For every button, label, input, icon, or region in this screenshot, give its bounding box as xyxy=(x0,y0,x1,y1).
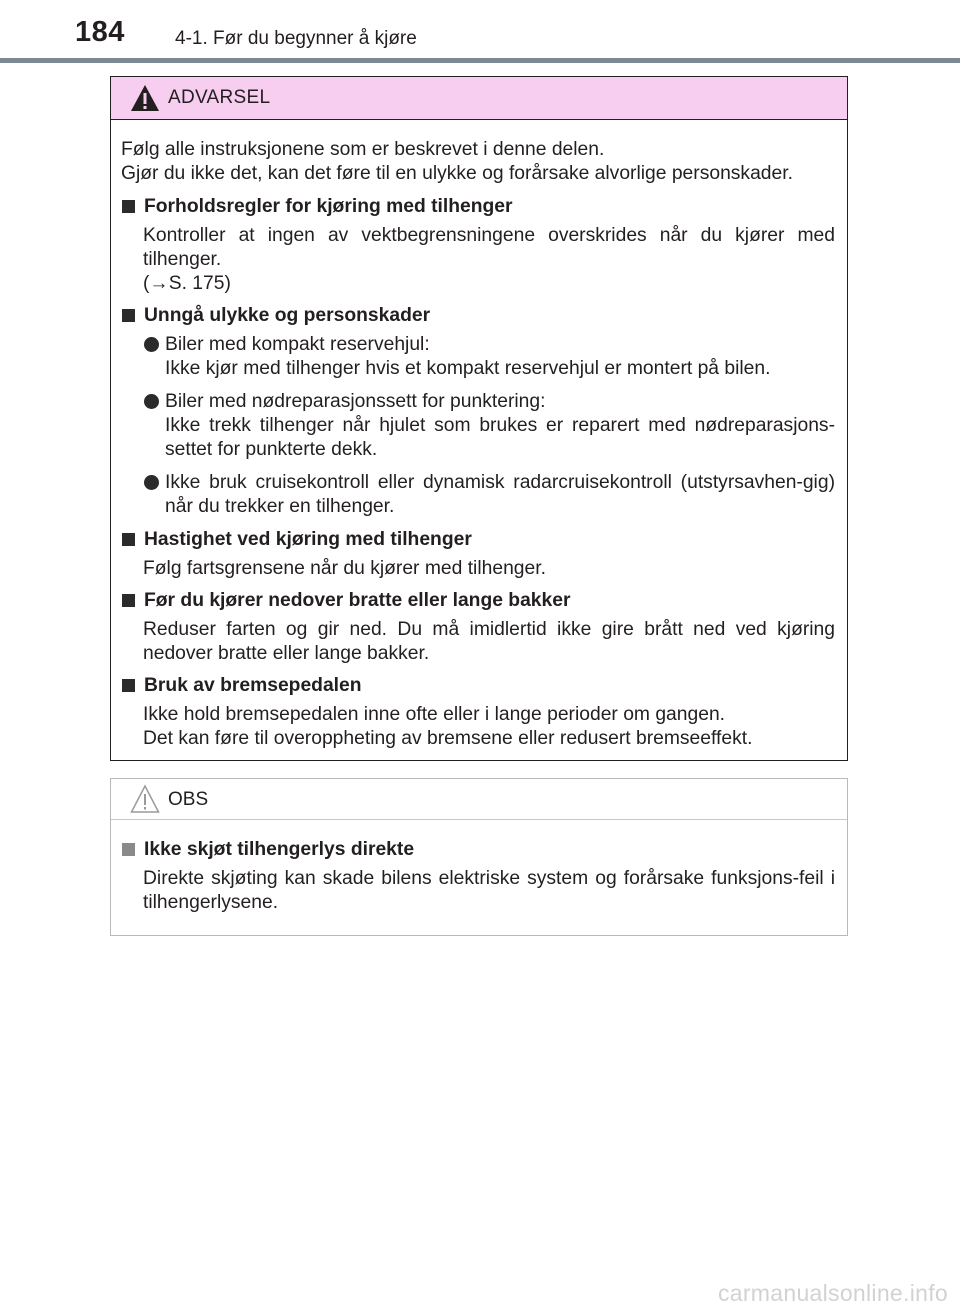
bullet-line: Ikke bruk cruisekontroll eller dynamisk radarcruisekontroll (utstyrsavhen-gig) når du trekker en tilhenger. xyxy=(165,472,835,517)
section-title: 4-1. Før du begynner å kjøre xyxy=(175,28,417,49)
warning-header xyxy=(111,77,847,120)
section-text xyxy=(143,703,835,751)
bullet-line: Biler med nødreparasjonssett for punktering: xyxy=(165,391,546,412)
square-bullet-icon xyxy=(122,309,135,322)
header-rule xyxy=(0,58,960,63)
section-text: Direkte skjøting kan skade bilens elektriske system og forårsake funksjons-feil i tilhengerlysene. xyxy=(143,868,835,913)
notice-label: OBS xyxy=(168,789,209,810)
bullet-item xyxy=(143,471,835,519)
page-number: 184 xyxy=(75,16,125,48)
circle-bullet-icon xyxy=(144,475,159,490)
bullet-line: Biler med kompakt reservehjul: xyxy=(165,334,430,355)
section-heading xyxy=(121,674,835,698)
bullet-item xyxy=(143,333,835,381)
section-heading-text: Ikke skjøt tilhengerlys direkte xyxy=(144,839,415,860)
notice-content xyxy=(111,820,847,915)
square-bullet-icon xyxy=(122,594,135,607)
section-heading-text: Før du kjører nedover bratte eller lange bakker xyxy=(144,590,571,611)
section-text-line: Ikke hold bremsepedalen inne ofte eller i lange perioder om gangen. xyxy=(143,704,726,725)
section-heading-text: Hastighet ved kjøring med tilhenger xyxy=(144,529,472,550)
section-heading-text: Bruk av bremsepedalen xyxy=(144,675,362,696)
watermark: carmanualsonline.info xyxy=(717,1280,948,1306)
section-heading xyxy=(121,838,835,862)
section-heading xyxy=(121,304,835,328)
bullet-line: Ikke kjør med tilhenger hvis et kompakt reservehjul er montert på bilen. xyxy=(165,358,771,379)
square-bullet-icon xyxy=(122,679,135,692)
caution-triangle-icon xyxy=(130,784,160,814)
section-heading xyxy=(121,195,835,219)
square-bullet-icon xyxy=(122,200,135,213)
section-text: Følg fartsgrensene når du kjører med tilhenger. xyxy=(143,558,546,579)
notice-header xyxy=(111,779,847,820)
section-text xyxy=(143,224,835,296)
section-text: Reduser farten og gir ned. Du må imidlertid ikke gire brått ned ved kjøring nedover bratte eller lange bakker. xyxy=(143,619,835,664)
intro-line: Gjør du ikke det, kan det føre til en ulykke og forårsake alvorlige personskader. xyxy=(121,163,793,184)
section-heading-text: Forholdsregler for kjøring med tilhenger xyxy=(144,196,513,217)
circle-bullet-icon xyxy=(144,337,159,352)
bullet-line: Ikke trekk tilhenger når hjulet som brukes er reparert med nødreparasjons-settet for punkterte dekk. xyxy=(165,415,835,460)
intro-line: Følg alle instruksjonene som er beskrevet i denne delen. xyxy=(121,139,605,160)
section-heading xyxy=(121,528,835,552)
square-bullet-icon xyxy=(122,843,135,856)
warning-box xyxy=(110,76,848,761)
section-text-body: Kontroller at ingen av vektbegrensningene overskrides når du kjører med tilhenger. xyxy=(143,225,835,270)
square-bullet-icon xyxy=(122,533,135,546)
bullet-item xyxy=(143,390,835,462)
section-text-line: Det kan føre til overoppheting av bremsene eller redusert bremseeffekt. xyxy=(143,728,753,749)
warning-content xyxy=(111,120,847,751)
circle-bullet-icon xyxy=(144,394,159,409)
section-heading-text: Unngå ulykke og personskader xyxy=(144,305,431,326)
page-reference: (→S. 175) xyxy=(143,273,231,294)
section-heading xyxy=(121,589,835,613)
notice-box xyxy=(110,778,848,936)
warning-label: ADVARSEL xyxy=(168,87,271,108)
warning-intro xyxy=(121,138,835,186)
warning-triangle-icon xyxy=(130,84,160,112)
